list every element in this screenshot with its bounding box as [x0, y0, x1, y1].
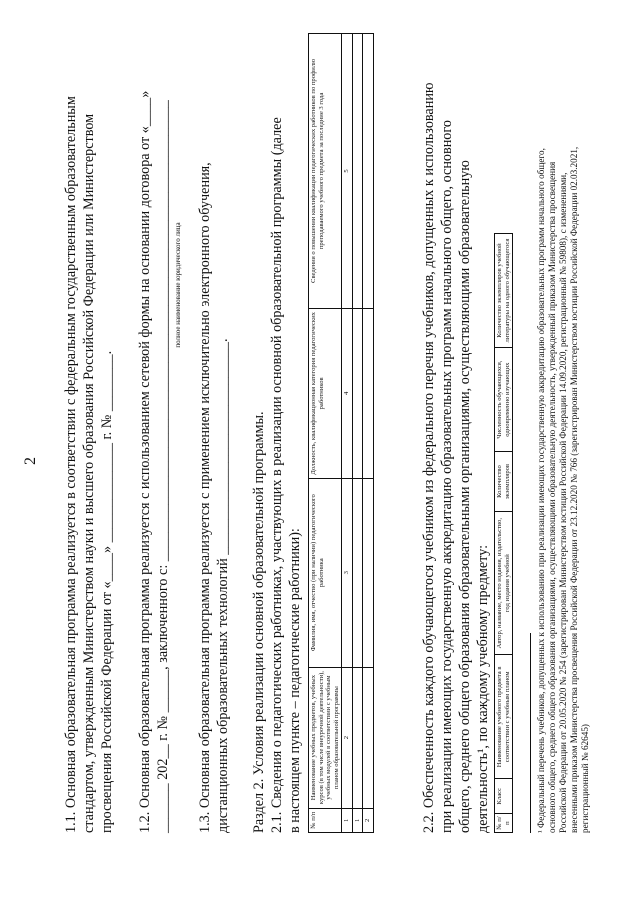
text-line: 1.1. Основная образовательная программа реализуется в соответствии с федеральным государственным образовательным: [63, 96, 79, 833]
text-line: стандартом, утвержденным Министерством науки и высшего образования Российской Федерации или Министерством: [81, 113, 97, 833]
header-cell: Наименование учебных предметов, учебных курсов (в том числе внеурочной деятельности), учебных модулей в соответствии с учебным планом образовательной программы: [309, 667, 342, 808]
paragraph-1-2: [136, 43, 172, 833]
footnote-line: регистрационный № 62645): [580, 724, 590, 833]
text-line: 2.2. Обеспеченность каждого обучающегося учебником из федерального перечня учебников, допущенных к использованию: [421, 82, 437, 833]
table-cell: [363, 667, 374, 808]
paragraph-2-1: [268, 43, 304, 833]
table-header-row: [309, 34, 342, 833]
text-line: общего, среднего общего образования образовательными организациями, осуществляющими образовательную: [457, 160, 473, 833]
column-number: 5: [342, 34, 353, 309]
column-number: 1: [342, 808, 353, 832]
table-cell: [352, 478, 363, 667]
footnote-line: внесенными приказом Министерства просвещения Российской Федерации от 23.12.2020 № 766 (зарегистрирован Министерством юстиции Российской Федерации 02.03.2021,: [569, 146, 579, 833]
header-cell: Фамилия, имя, отчество (при наличии) педагогического работника: [309, 478, 342, 667]
table-cell: [352, 34, 363, 309]
table-row: [363, 34, 374, 833]
header-cell: № п/п: [495, 814, 513, 833]
text-line: дистанционных образовательных технологий ______________________________.: [215, 338, 231, 833]
header-cell: Наименование учебного предмета в соответствии с учебным планом: [495, 655, 513, 779]
paragraph-1-3: [196, 43, 232, 833]
table-cell: [363, 308, 374, 478]
header-cell: Автор, название, место издания, издательство, год издания учебной: [495, 511, 513, 655]
text-line: _______ 202__ г. № ______, заключенного с: _________________________________________________________________: [155, 100, 171, 833]
table-header-row: [495, 234, 513, 833]
text-line: 1.3. Основная образовательная программа реализуется с применением исключительно электронного обучения,: [197, 162, 213, 833]
paragraph-1-1: [62, 43, 116, 833]
textbooks-table: [494, 233, 513, 833]
text-line: просвещения Российской Федерации от «____» ______________ г. № ________.: [99, 350, 115, 833]
footnote-divider: [530, 633, 531, 833]
table-row: [352, 34, 363, 833]
header-cell: Численность обучающихся, одновременно изучающих: [495, 348, 513, 452]
footnote-line: основного общего, среднего общего образования организациями, осуществляющими образовательную деятельность, утвержденный приказом Министерства просвещения: [547, 161, 557, 833]
header-cell: Должность, квалификационная категория педагогических работников: [309, 308, 342, 478]
table-cell: [363, 34, 374, 309]
table-cell: [363, 478, 374, 667]
section-2-title: [250, 43, 268, 833]
text-line: деятельность¹, по каждому учебному предмету:: [475, 544, 491, 833]
column-number: 3: [342, 478, 353, 667]
table-numbers-row: [342, 34, 353, 833]
text-line: в настоящем пункте – педагогические работники):: [287, 528, 303, 833]
table-cell: [352, 667, 363, 808]
paragraph-2-2: [420, 43, 492, 833]
header-cell: № п/п: [309, 808, 342, 832]
table-cell: 2: [363, 808, 374, 832]
page-number: 2: [22, 457, 39, 465]
text-line: 1.2. Основная образовательная программа реализуется с использованием сетевой формы на основании договора от «____»: [137, 90, 153, 833]
header-cell: Количество экземпляров: [495, 452, 513, 512]
header-cell: Сведения о повышении квалификации педагогических работников по профилю преподаваемого учебного предмета за последние 3 года: [309, 34, 342, 309]
teachers-table: [308, 33, 374, 833]
footnote-line: Российской Федерации от 20.05.2020 № 254 (зарегистрирован Министерством юстиции Российской Федерации 14.09.2020, регистрационный № 59808), с изменениями,: [558, 172, 568, 833]
text-line: Раздел 2. Условия реализации основной образовательной программы.: [251, 411, 267, 833]
footnote: [536, 33, 591, 833]
header-cell: Класс: [495, 779, 513, 814]
header-cell: Количество экземпляров учебной литературы на одного обучающегося: [495, 234, 513, 348]
text-line: 2.1. Сведения о педагогических работниках, участвующих в реализации основной образовательной программы (далее: [269, 117, 285, 833]
column-number: 4: [342, 308, 353, 478]
footnote-line: ¹ Федеральный перечень учебников, допущенных к использованию при реализации имеющих государственную аккредитацию образовательных программ начального общего,: [536, 148, 546, 833]
column-number: 2: [342, 667, 353, 808]
text-line: при реализации имеющих государственную аккредитацию образовательных программ начального общего, основного: [439, 120, 455, 833]
caption-legal-entity: полное наименование юридического лица: [174, 222, 182, 348]
table-cell: 1: [352, 808, 363, 832]
table-cell: [352, 308, 363, 478]
